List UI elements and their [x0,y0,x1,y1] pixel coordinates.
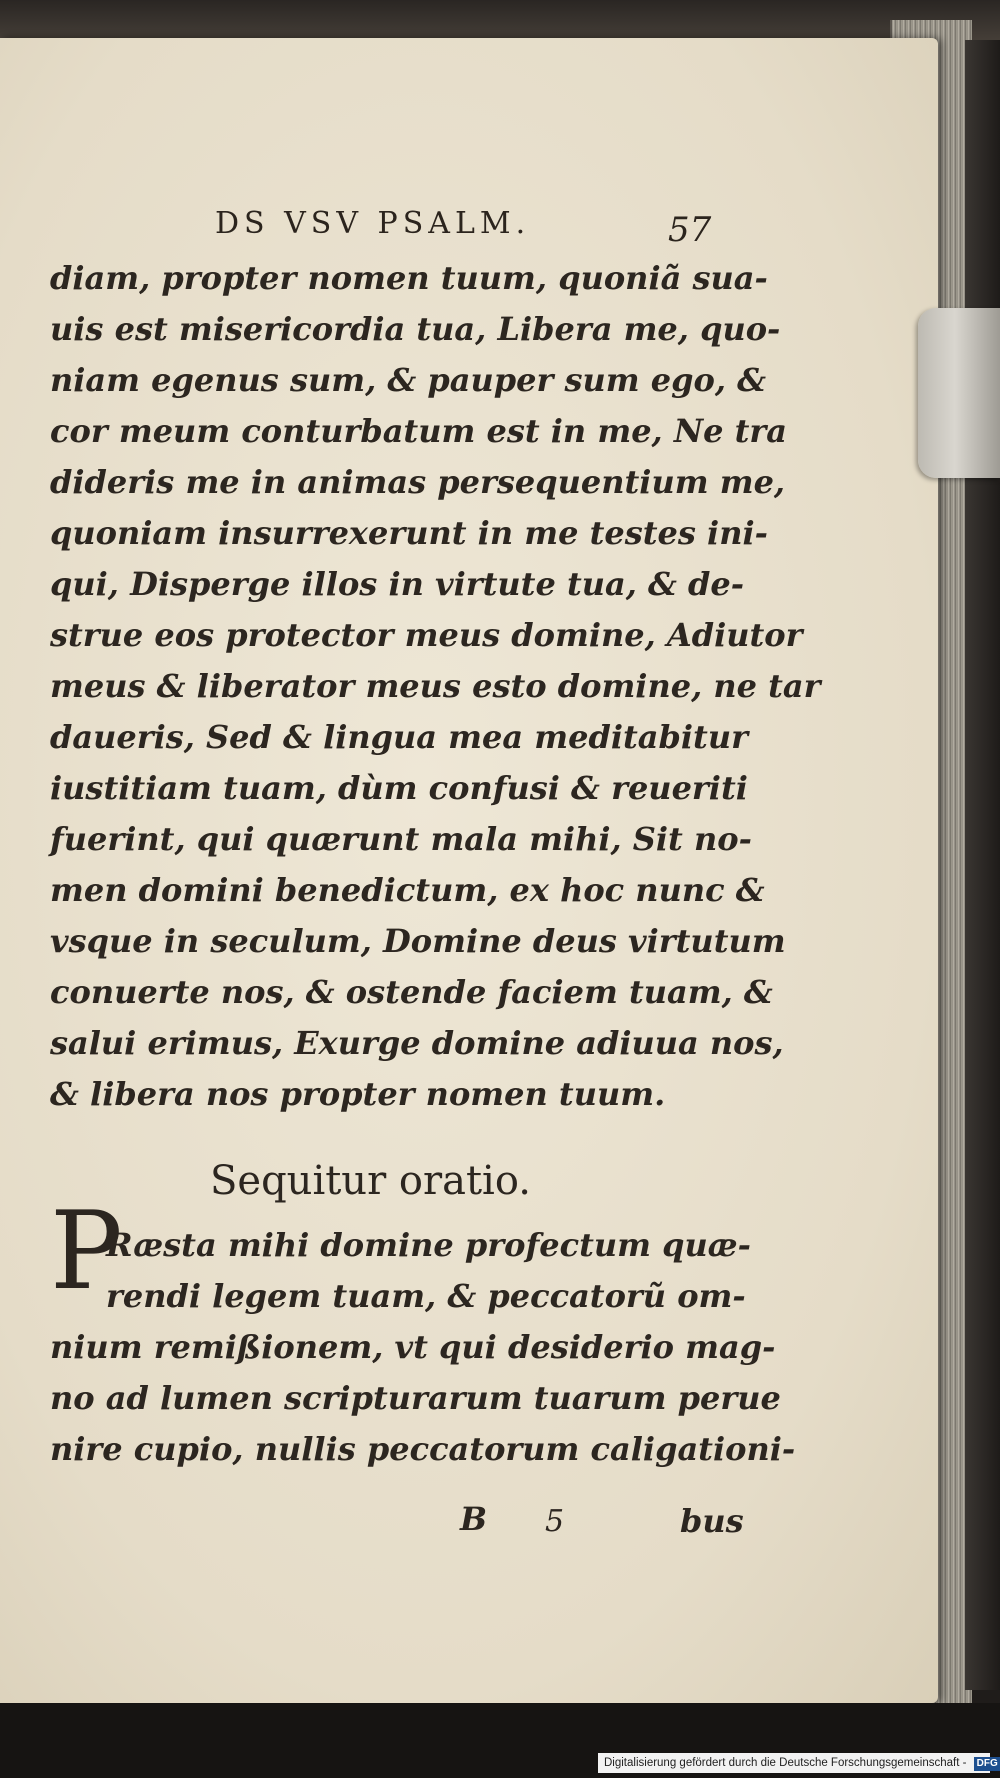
digitization-credit [598,1753,998,1773]
text-line: men domini benedictum, ex hoc nunc & [50,871,765,909]
text-line: nire cupio, nullis peccatorum caligationi- [50,1430,796,1468]
text-line: fuerint, qui quærunt mala mihi, Sit no- [50,820,752,858]
text-line: quoniam insurrexerunt in me testes ini- [50,514,768,552]
credit-text: Digitalisierung gefördert durch die Deutsche Forschungsgemeinschaft - [604,1757,967,1769]
text-line: conuerte nos, & ostende faciem tuam, & [50,973,773,1011]
page-tab-marker [918,308,1000,478]
text-line: cor meum conturbatum est in me, Ne tra [50,412,787,450]
drop-cap: P [50,1189,123,1314]
text-line: daueris, Sed & lingua mea meditabitur [50,718,748,756]
text-line: niam egenus sum, & pauper sum ego, & [50,361,767,399]
text-line: salui erimus, Exurge domine adiuua nos, [50,1024,784,1062]
text-line: vsque in seculum, Domine deus virtutum [50,922,786,960]
text-line: no ad lumen scripturarum tuarum perue [50,1379,781,1417]
text-line: uis est misericordia tua, Libera me, quo- [50,310,781,348]
text-line: qui, Disperge illos in virtute tua, & de- [50,565,745,603]
text-line: & libera nos propter nomen tuum. [50,1075,666,1113]
dfg-logo: DFG [974,1757,1000,1771]
running-head: DS VSV PSALM. [215,206,531,241]
prayer-text [50,1220,796,1475]
psalm-text [50,253,821,1120]
text-line: meus & liberator meus esto domine, ne tar [50,667,821,705]
text-line: Ræsta mihi domine profectum quæ- [106,1226,751,1264]
text-line: diam, propter nomen tuum, quoniã sua- [50,259,768,297]
book-cover-edge [965,40,1000,1690]
text-line: nium remißionem, vt qui desiderio mag- [50,1328,776,1366]
book-page [0,38,938,1703]
text-line: iustitiam tuam, dùm confusi & reueriti [50,769,748,807]
text-line: rendi legem tuam, & peccatorũ om- [106,1277,746,1315]
section-heading: Sequitur oratio. [210,1158,531,1204]
page-number: 57 [668,210,712,250]
signature-number: 5 [545,1504,565,1539]
catchword: bus [680,1502,744,1540]
signature-mark: B [460,1500,488,1538]
text-line: strue eos protector meus domine, Adiutor [50,616,803,654]
text-line: dideris me in animas persequentium me, [50,463,786,501]
